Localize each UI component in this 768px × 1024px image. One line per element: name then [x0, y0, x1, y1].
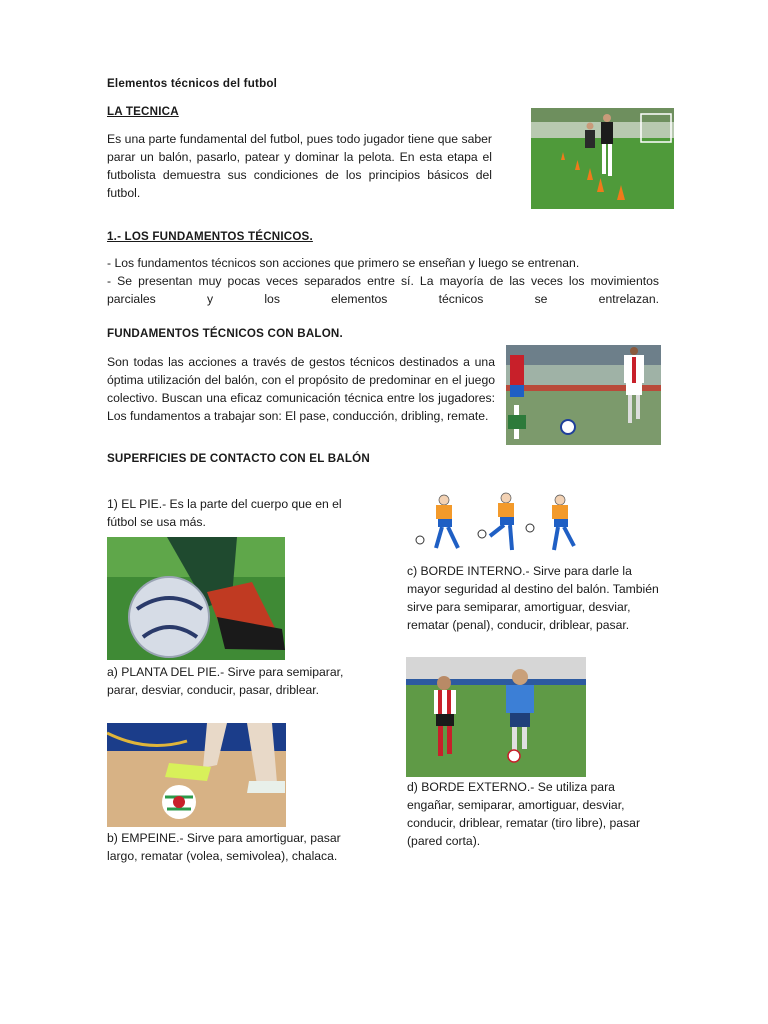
heading-fundamentos-tecnicos: 1.- LOS FUNDAMENTOS TÉCNICOS.: [107, 230, 313, 243]
paragraph-el-pie: 1) EL PIE.- Es la parte del cuerpo que en el fútbol se usa más.: [107, 497, 342, 529]
paragraph-fundamentos-line-1: - Los fundamentos técnicos son acciones que primero se enseñan y luego se entrenan.: [107, 256, 580, 270]
futsal-instep-photo: [107, 723, 286, 827]
cartoon-players-illustration: [408, 490, 588, 560]
paragraph-borde-externo: d) BORDE EXTERNO.- Se utiliza para engañar, semiparar, amortiguar, desviar, conducir, driblear, rematar (tiro libre), pasar (pared corta).: [407, 780, 641, 848]
heading-superficies-contacto: SUPERFICIES DE CONTACTO CON EL BALÓN: [107, 452, 370, 465]
boot-and-ball-photo: [107, 537, 285, 660]
kids-football-photo: [406, 657, 586, 777]
training-cones-photo: [531, 108, 674, 209]
paragraph-empeine: b) EMPEINE.- Sirve para amortiguar, pasar largo, rematar (volea, semivolea), chalaca.: [107, 831, 341, 863]
heading-la-tecnica: LA TECNICA: [107, 105, 179, 118]
paragraph-planta-del-pie: a) PLANTA DEL PIE.- Sirve para semiparar, parar, desviar, conducir, pasar, driblear.: [107, 665, 344, 697]
paragraph-borde-interno: c) BORDE INTERNO.- Sirve para darle la mayor seguridad al destino del balón. También sirve para semiparar, amortiguar, desviar, rematar (penal), conducir, driblear, pasar.: [407, 564, 659, 632]
paragraph-la-tecnica: Es una parte fundamental del futbol, pues todo jugador tiene que saber parar un balón, pasarlo, patear y dominar la pelota. En esta etapa el futbolista demuestra sus condiciones de los principios básicos del futbol.: [107, 132, 492, 200]
heading-fundamentos-con-balon: FUNDAMENTOS TÉCNICOS CON BALON.: [107, 327, 343, 340]
paragraph-fundamentos-con-balon: Son todas las acciones a través de gestos técnicos destinados a una óptima utilización del balón, con el propósito de predominar en el juego colectivo. Buscan una eficaz comunicación técnica entre los jugadores: Los fundamentos a trabajar son: El pase, conducción, dribling, remate.: [107, 355, 495, 423]
paragraph-fundamentos-line-2: - Se presentan muy pocas veces separados entre sí. La mayoría de las veces los movimientos parciales y los elementos técnicos se entrelazan.: [107, 274, 659, 306]
players-kicking-photo: [506, 345, 661, 445]
document-title: Elementos técnicos del futbol: [107, 77, 278, 90]
